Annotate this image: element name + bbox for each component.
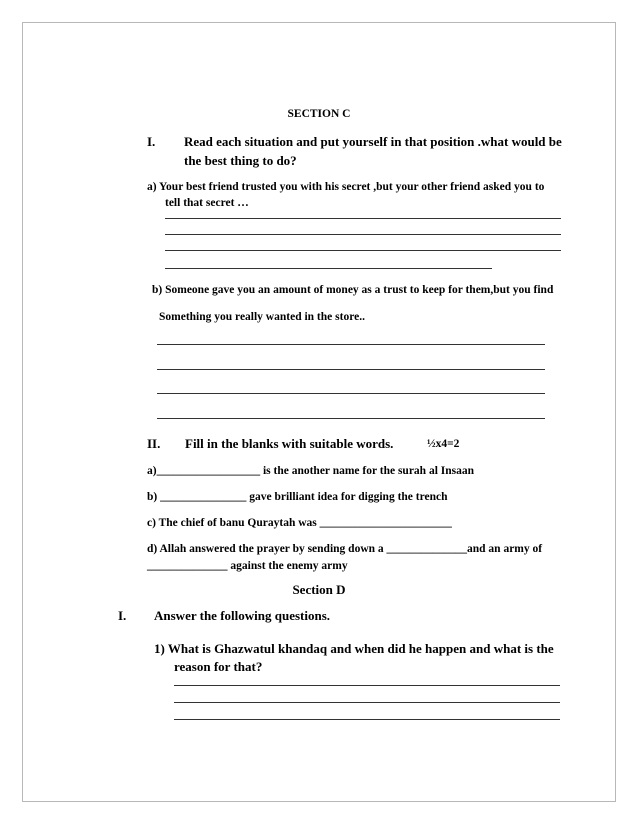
section-d-part-1-instruction: Answer the following questions. — [154, 608, 331, 623]
answer-line — [174, 685, 560, 686]
section-c-part-1-instruction-line-1: Read each situation and put yourself in that position .what would be — [184, 134, 562, 149]
question-a-line-2: tell that secret … — [165, 197, 249, 209]
fill-blank-b: b) _______________ gave brilliant idea for digging the trench — [147, 491, 448, 503]
question-1-line-1: 1) What is Ghazwatul khandaq and when did he happen and what is the — [154, 641, 554, 656]
fill-blank-d-line-2: ______________ against the enemy army — [147, 560, 348, 572]
question-b-line-1: b) Someone gave you an amount of money as a trust to keep for them,but you find — [152, 284, 554, 296]
answer-line — [165, 268, 492, 269]
fill-blank-c: c) The chief of banu Quraytah was _______________________ — [147, 517, 452, 529]
answer-line — [165, 218, 561, 219]
question-b-line-2: Something you really wanted in the store.. — [159, 311, 365, 323]
answer-line — [157, 418, 545, 419]
part-2-marks: ½x4=2 — [427, 438, 460, 450]
section-d-title: Section D — [292, 582, 346, 597]
answer-line — [157, 369, 545, 370]
fill-blank-a: a)__________________ is the another name for the surah al Insaan — [147, 465, 475, 477]
answer-line — [174, 702, 560, 703]
section-c-part-1-number: I. — [147, 134, 156, 149]
answer-line — [157, 393, 545, 394]
answer-line — [157, 344, 545, 345]
answer-line — [165, 234, 561, 235]
section-d-part-1-number: I. — [118, 608, 127, 623]
question-a-line-1: a) Your best friend trusted you with his secret ,but your other friend asked you to — [147, 181, 545, 193]
section-c-title: SECTION C — [287, 108, 351, 120]
section-c-part-2-number: II. — [147, 436, 161, 451]
question-1-line-2: reason for that? — [174, 659, 263, 674]
fill-blank-d-line-1: d) Allah answered the prayer by sending down a ______________and an army of — [147, 543, 543, 555]
answer-line — [165, 250, 561, 251]
section-c-part-1-instruction-line-2: the best thing to do? — [184, 153, 297, 168]
answer-line — [174, 719, 560, 720]
section-c-part-2-instruction: Fill in the blanks with suitable words. — [185, 436, 394, 451]
